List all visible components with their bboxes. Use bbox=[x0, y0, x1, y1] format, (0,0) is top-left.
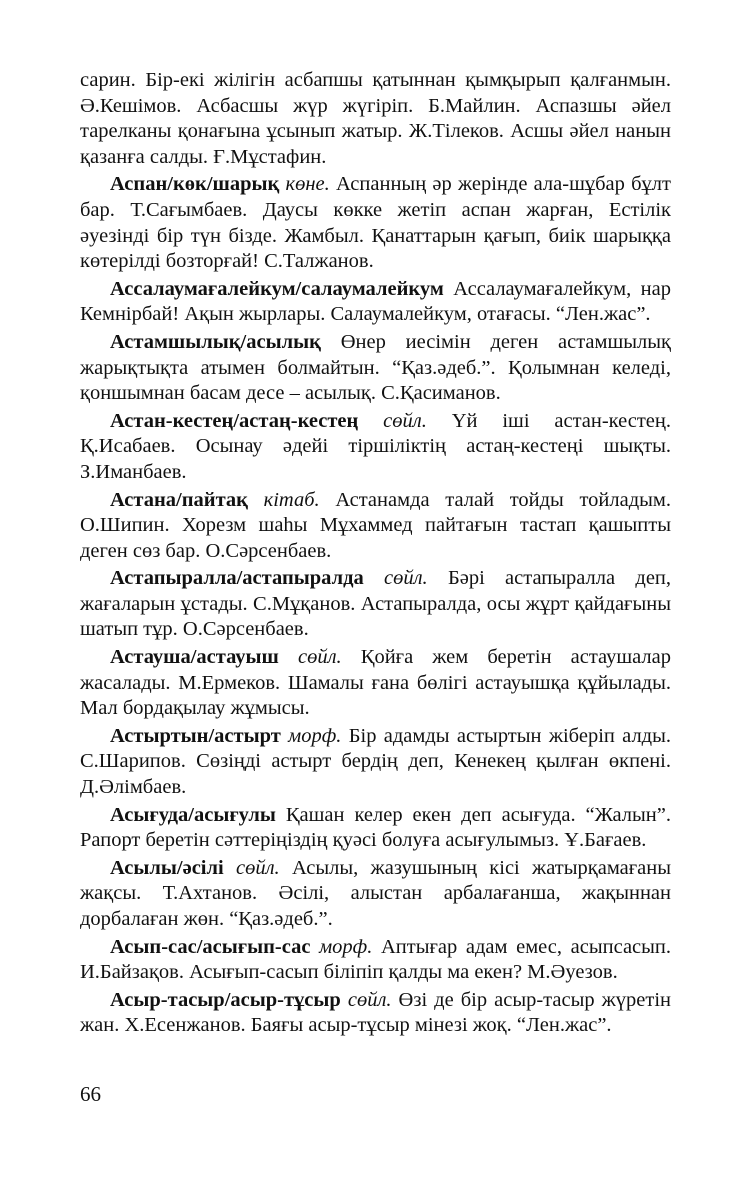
entry-text: Асылы, жазушының кісі жатырқамағаны жақсы. Т.Ахтанов. Әсілі, алыстан арбалағанша, жақыннан дорбалаған жөн. “Қаз.әдеб.”. bbox=[80, 856, 672, 930]
entry-text: Астанамда талай тойды тойладым. О.Шипин. Хорезм шаһы Мұхаммед пайтағын тастап қашыпты деген сөз бар. О.Сәрсенбаев. bbox=[80, 488, 671, 562]
entry-headword: Астамшылық/асылық bbox=[110, 330, 321, 353]
entry-text: Аспанның әр жерінде ала-шұбар бұлт бар. Т.Сағымбаев. Даусы көкке жетіп аспан жарған, Естілік әуезінді бір түн бізде. Жамбыл. Қанаттарын қағып, биік шарыққа көтерілді бозторғай! С.Талжанов. bbox=[80, 173, 671, 273]
entry-label: көне. bbox=[285, 173, 330, 196]
entry-label: сөйл. bbox=[383, 409, 427, 432]
entry-label: морф. bbox=[288, 724, 342, 747]
entry-text: Қашан келер екен деп асығуда. “Жалын”. Рапорт беретін сәттеріңіздің қуәсі болуға асығулымыз. Ұ.Бағаев. bbox=[80, 803, 671, 852]
entry-text: Бәрі астапыралла деп, жағаларын ұстады. С.Мұқанов. Астапыралда, осы жұрт қайдағыны шатып тұр. О.Сәрсенбаев. bbox=[80, 567, 672, 641]
entry-headword: Асып-сас/асығып-сас bbox=[110, 935, 311, 958]
entry-headword: Астыртын/астырт bbox=[110, 724, 281, 747]
dictionary-entry bbox=[80, 856, 671, 933]
dictionary-entry bbox=[80, 988, 671, 1039]
entry-text: Үй іші астан-кестең. Қ.Исабаев. Осынау әдейі тіршіліктің астаң-кестеңі шықты. З.Иманбаев. bbox=[80, 409, 671, 483]
entries-list bbox=[80, 172, 671, 1039]
dictionary-page bbox=[80, 68, 671, 1041]
entry-text: Қойға жем беретін астаушалар жасалады. М.Ермеков. Шамалы ғана бөлігі астауышқа құйылады. Мал бордақылау жұмысы. bbox=[80, 646, 672, 720]
entry-headword: Астан-кестең/астаң-кестең bbox=[110, 409, 359, 432]
dictionary-entry bbox=[80, 409, 671, 486]
entry-text: Ассалаумағалейкум, нар Кемнірбай! Ақын жырлары. Салаумалейкум, отағасы. “Лен.жас”. bbox=[80, 277, 671, 326]
dictionary-entry bbox=[80, 935, 671, 986]
dictionary-entry bbox=[80, 488, 671, 565]
dictionary-entry bbox=[80, 277, 671, 328]
entry-headword: Асылы/әсілі bbox=[110, 856, 224, 879]
dictionary-entry bbox=[80, 724, 671, 801]
entry-headword: Асығуда/асығулы bbox=[110, 803, 276, 826]
intro-paragraph: сарин. Бір-екі жілігін асбапшы қатыннан қымқырып қалғанмын. Ә.Кешімов. Асбасшы жүр жүгіріп. Б.Майлин. Аспазшы әйел тарелканы қонағына ұсынып жатыр. Ж.Тілеков. Асшы әйел нанын қазанға салды. Ғ.Мұстафин. bbox=[80, 69, 671, 168]
entry-text: Аптығар адам емес, асыпсасып. И.Байзақов. Асығып-сасып біліпіп қалды ма екен? М.Әуезов. bbox=[80, 935, 672, 984]
entry-headword: Астауша/астауыш bbox=[110, 646, 279, 669]
entry-headword: Ассалаумағалейкум/салаумалейкум bbox=[110, 277, 444, 300]
page-number: 66 bbox=[80, 1082, 101, 1106]
entry-headword: Асыр-тасыр/асыр-тұсыр bbox=[110, 988, 341, 1011]
entry-headword: Астапыралла/астапыралда bbox=[110, 567, 364, 590]
entry-label: сөйл. bbox=[347, 988, 392, 1011]
entry-headword: Аспан/көк/шарық bbox=[110, 173, 280, 196]
dictionary-entry bbox=[80, 566, 671, 643]
entry-label: сөйл. bbox=[384, 567, 428, 590]
entry-text: Өнер иесімін деген астамшылық жарықтықта атымен болмайтын. “Қаз.әдеб.”. Қолымнан келеді, қоншымнан басам десе – асылық. С.Қасиманов. bbox=[80, 330, 671, 405]
entry-label: сөйл. bbox=[297, 646, 342, 669]
dictionary-entry bbox=[80, 172, 671, 274]
dictionary-entry bbox=[80, 803, 671, 854]
entry-label: морф. bbox=[319, 935, 373, 958]
entry-label: кітаб. bbox=[263, 488, 320, 511]
entry-label: сөйл. bbox=[236, 856, 280, 879]
entry-headword: Астана/пайтақ bbox=[110, 488, 248, 511]
dictionary-entry bbox=[80, 645, 671, 722]
entry-text: Өзі де бір асыр-тасыр жүретін жан. Х.Есенжанов. Баяғы асыр-тұсыр мінезі жоқ. “Лен.жас”. bbox=[80, 988, 672, 1037]
entry-text: Бір адамды астыртын жіберіп алды. С.Шарипов. Сөзіңді астырт бердің деп, Кенекең қылған өкпені. Д.Әлімбаев. bbox=[80, 724, 672, 799]
dictionary-entry bbox=[80, 330, 671, 407]
